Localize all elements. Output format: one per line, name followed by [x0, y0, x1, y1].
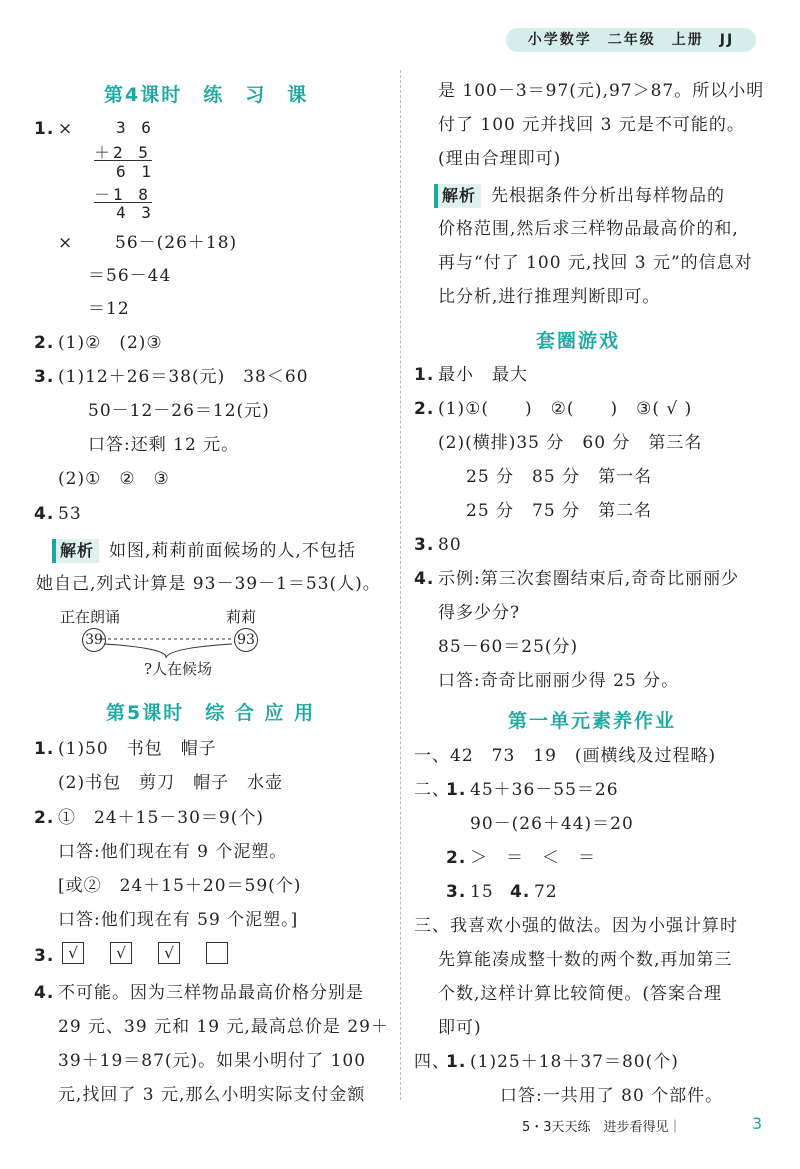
t4-line-1: 示例:第三次套圈结束后,奇奇比丽丽少 — [438, 569, 740, 589]
s2q1-number: 1. — [34, 739, 55, 759]
jiexi1-line-2: 她自己,列式计算是 93－39－1＝53(人)。 — [36, 574, 381, 594]
q1-cross-2: × — [58, 233, 74, 253]
section-title-unit1: 第一单元素养作业 — [508, 710, 677, 732]
u2-1-line-1: 45＋36－55＝26 — [470, 780, 619, 800]
unit-part-4-prefix: 四、 — [414, 1052, 450, 1072]
section-title-lesson5: 第5课时 综 合 应 用 — [106, 702, 316, 724]
t4-number: 4. — [414, 569, 435, 589]
t4-line-3: 85－60＝25(分) — [438, 637, 579, 657]
q1-vertical-row2: ＋2 5 — [94, 143, 151, 162]
diagram-left-circle: 39 — [82, 628, 106, 652]
q1-line-1: 56－(26＋18) — [115, 233, 238, 253]
t1-number: 1. — [414, 365, 435, 385]
q3-line-3: 口答:还剩 12 元。 — [88, 435, 240, 455]
unit-part-3-line-3: 个数,这样计算比较简便。(答案合理 — [438, 984, 723, 1004]
unit-part-3-line-1: 三、我喜欢小强的做法。因为小强计算时 — [414, 916, 738, 936]
q1-vertical-row3: 6 1 — [116, 162, 154, 181]
s2q3-number: 3. — [34, 946, 55, 966]
jiexi2-line-4: 比分析,进行推理判断即可。 — [438, 287, 661, 307]
cont-line-3: (理由合理即可) — [438, 149, 562, 169]
jiexi-badge: 解析 — [434, 184, 481, 208]
s2q2-line-2: 口答:他们现在有 9 个泥塑。 — [58, 842, 288, 862]
q3-line-1: (1)12＋26＝38(元) 38＜60 — [58, 367, 309, 387]
s2q4-line-2: 29 元、39 元和 19 元,最高总价是 29＋ — [58, 1017, 389, 1037]
q1-line-2: ＝56－44 — [88, 266, 172, 286]
t3-answer: 80 — [438, 535, 462, 555]
unit-part-3-line-2: 先算能凑成整十数的两个数,再加第三 — [438, 950, 733, 970]
unit-part-3-line-4: 即可) — [438, 1018, 482, 1038]
jiexi2-line-2: 价格范围,然后求三样物品最高价的和, — [438, 219, 739, 239]
page-header-pill: 小学数学 二年级 上册 JJ — [506, 28, 756, 52]
u4-line-1: (1)25＋18＋37＝80(个) — [470, 1052, 679, 1072]
u2-4-number: 4. — [510, 882, 531, 902]
u4-1-number: 1. — [446, 1052, 467, 1072]
q1-cross-1: × — [58, 119, 74, 139]
s2q1-line-1: (1)50 书包 帽子 — [58, 739, 217, 759]
s2q2-number: 2. — [34, 808, 55, 828]
s2q3-checkbox-row — [62, 942, 254, 964]
jiexi2-line-3: 再与“付了 100 元,找回 3 元”的信息对 — [438, 253, 753, 273]
jiexi2-line-1: 先根据条件分析出每样物品的 — [491, 186, 726, 206]
diagram-right-circle: 93 — [234, 628, 258, 652]
cont-line-1: 是 100－3＝97(元),97＞87。所以小明 — [438, 81, 765, 101]
jiexi-block-2 — [434, 184, 725, 208]
answer-box-3: √ — [158, 942, 180, 964]
unit-part-1: 一、42 73 19 (画横线及过程略) — [414, 746, 717, 766]
q1-vertical-row4: －1 8 — [94, 185, 151, 204]
u2-2-answer: ＞ ＝ ＜ ＝ — [470, 848, 596, 868]
diagram-bottom-label: ?人在候场 — [144, 660, 213, 678]
q3-line-4: (2)① ② ③ — [58, 469, 170, 489]
footer-slogan: 5・3天天练 进步看得见｜ — [522, 1120, 682, 1135]
diagram-left-label: 正在朗诵 — [60, 608, 121, 626]
s2q2-line-3: [或② 24＋15＋20＝59(个) — [58, 876, 302, 896]
q2-number: 2. — [34, 333, 55, 353]
t2-line-4: 25 分 75 分 第二名 — [466, 501, 653, 521]
jiexi-badge: 解析 — [52, 539, 99, 563]
q1-line-3: ＝12 — [88, 299, 130, 319]
answer-box-2: √ — [110, 942, 132, 964]
u2-4-answer: 72 — [534, 882, 558, 902]
u2-1-line-2: 90－(26＋44)＝20 — [470, 814, 634, 834]
section-title-lesson4: 第4课时 练 习 课 — [104, 84, 309, 106]
s2q2-line-4: 口答:他们现在有 59 个泥塑。] — [58, 910, 299, 930]
u2-1-number: 1. — [446, 780, 467, 800]
q3-number: 3. — [34, 367, 55, 387]
t2-line-1: (1)①( ) ②( ) ③( √ ) — [438, 399, 693, 419]
q1-number: 1. — [34, 119, 55, 139]
q3-line-2: 50－12－26＝12(元) — [88, 401, 270, 421]
u2-2-number: 2. — [446, 848, 467, 868]
s2q2-line-1: ① 24＋15－30＝9(个) — [58, 808, 264, 828]
page-number: 3 — [752, 1114, 763, 1133]
q1-vertical-row1: 3 6 — [116, 118, 154, 137]
section-title-ring-game: 套圈游戏 — [536, 330, 621, 352]
unit-part-2-prefix: 二、 — [414, 780, 450, 800]
s2q4-line-4: 元,找回了 3 元,那么小明实际支付金额 — [58, 1085, 366, 1105]
t4-line-4: 口答:奇奇比丽丽少得 25 分。 — [438, 671, 680, 691]
q2-answer: (1)② (2)③ — [58, 333, 163, 353]
column-divider — [400, 70, 401, 1100]
q1-vertical-line1 — [94, 160, 152, 161]
t2-line-2: (2)(横排)35 分 60 分 第三名 — [438, 433, 703, 453]
jiexi-block-1 — [52, 539, 356, 563]
u4-line-2: 口答:一共用了 80 个部件。 — [500, 1086, 724, 1106]
t2-line-3: 25 分 85 分 第一名 — [466, 467, 653, 487]
u2-3-number: 3. — [446, 882, 467, 902]
t4-line-2: 得多少分? — [438, 603, 521, 623]
jiexi1-line-1: 如图,莉莉前面候场的人,不包括 — [109, 541, 356, 561]
answer-box-4 — [206, 942, 228, 964]
t1-answer: 最小 最大 — [438, 365, 528, 385]
t3-number: 3. — [414, 535, 435, 555]
cont-line-2: 付了 100 元并找回 3 元是不可能的。 — [438, 115, 745, 135]
answer-box-1: √ — [62, 942, 84, 964]
q4-answer: 53 — [58, 504, 82, 524]
t2-number: 2. — [414, 399, 435, 419]
q4-number: 4. — [34, 504, 55, 524]
u2-3-answer: 15 — [470, 882, 494, 902]
diagram-right-label: 莉莉 — [226, 608, 257, 626]
s2q1-line-2: (2)书包 剪刀 帽子 水壶 — [58, 773, 284, 793]
s2q4-line-3: 39＋19＝87(元)。如果小明付了 100 — [58, 1051, 367, 1071]
q1-vertical-row5: 4 3 — [116, 203, 154, 222]
s2q4-line-1: 不可能。因为三样物品最高价格分别是 — [58, 983, 364, 1003]
s2q4-number: 4. — [34, 983, 55, 1003]
